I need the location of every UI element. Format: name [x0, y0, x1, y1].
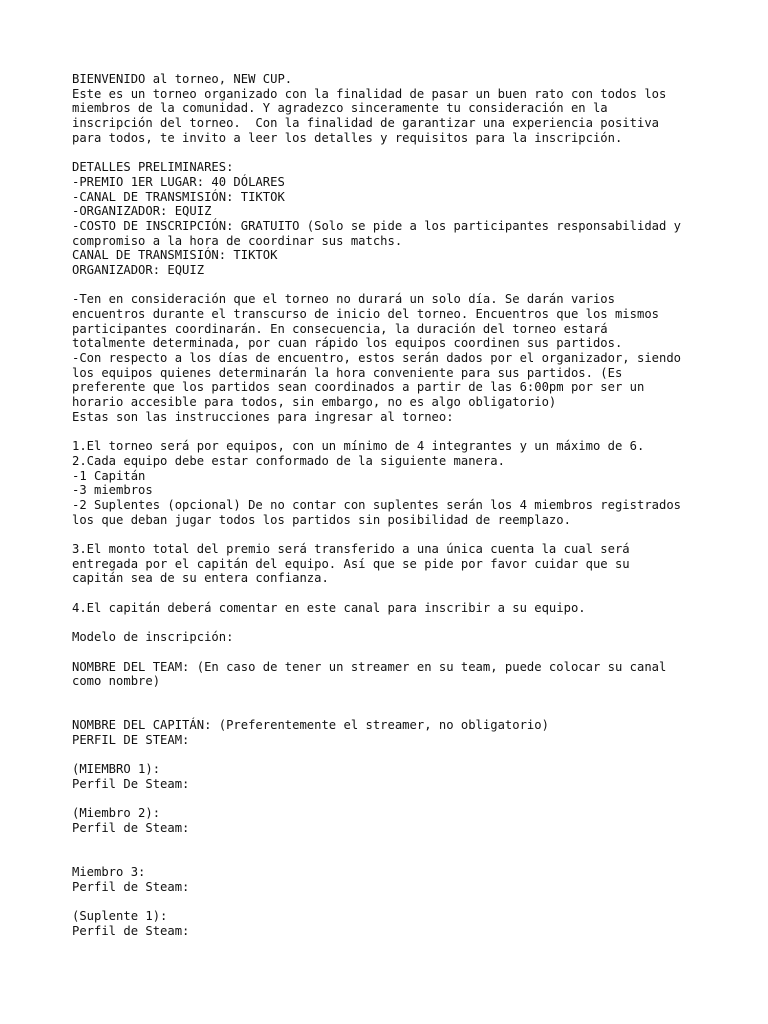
consideration-line: totalmente determinada, por cuan rápido los equipos coordinen sus partidos. [72, 336, 623, 351]
detail-organizer-repeat: ORGANIZADOR: EQUIZ [72, 262, 205, 277]
member-steam-label: Perfil de Steam: [72, 821, 190, 836]
rule-line: -2 Suplentes (opcional) De no contar con suplentes serán los 4 miembros registrados [72, 497, 682, 512]
member-label: (MIEMBRO 1): [72, 762, 161, 777]
substitute-steam-label: Perfil de Steam: [72, 923, 190, 938]
spacer [72, 615, 762, 630]
consideration-line: -Con respecto a los días de encuentro, estos serán dados por el organizador, siendo [72, 351, 682, 366]
captain-steam-label: PERFIL DE STEAM: [72, 732, 190, 747]
rule-line: 3.El monto total del premio será transferido a una única cuenta la cual será [72, 542, 630, 556]
rules-section [72, 439, 762, 527]
spacer [72, 425, 762, 440]
detail-cost-continued: compromiso a la hora de coordinar sus matchs. [72, 233, 403, 248]
member-steam-label: Perfil De Steam: [72, 777, 190, 791]
consideration-line: los equipos quienes determinarán la hora conveniente para sus partidos. (Es [72, 365, 623, 380]
spacer [72, 836, 762, 851]
rule-line: entregada por el capitán del equipo. Así que se pide por favor cuidar que su [72, 556, 630, 571]
welcome-heading: BIENVENIDO al torneo, NEW CUP. [72, 72, 293, 86]
member-1-field [72, 762, 762, 791]
team-name-label: NOMBRE DEL TEAM: (En caso de tener un streamer en su team, puede colocar su canal [72, 659, 667, 674]
spacer [72, 527, 762, 542]
team-name-label-continued: como nombre) [72, 674, 161, 689]
member-label: (Miembro 2): [72, 806, 161, 821]
spacer [72, 895, 762, 910]
intro-line: miembros de la comunidad. Y agradezco sinceramente tu consideración en la [72, 101, 608, 116]
intro-line: para todos, te invito a leer los detalles y requisitos para la inscripción. [72, 130, 623, 145]
member-label: Miembro 3: [72, 865, 146, 880]
spacer [72, 704, 762, 719]
spacer [72, 145, 762, 160]
prize-rule-section [72, 542, 762, 586]
member-2-field [72, 806, 762, 835]
rule-line: los que deban jugar todos los partidos sin posibilidad de reemplazo. [72, 512, 571, 527]
team-name-field [72, 660, 762, 689]
consideration-line: encuentros durante el transcurso de inicio del torneo. Encuentros que los mismos [72, 307, 659, 321]
spacer [72, 586, 762, 601]
consideration-line: horario accesible para todos, sin embargo, no es algo obligatorio) [72, 395, 557, 410]
detail-organizer: -ORGANIZADOR: EQUIZ [72, 204, 212, 219]
document-page [72, 72, 762, 939]
rule-line: -1 Capitán [72, 468, 146, 483]
detail-cost: -COSTO DE INSCRIPCIÓN: GRATUITO (Solo se pide a los participantes responsabilidad y [72, 218, 682, 233]
intro-line: Este es un torneo organizado con la finalidad de pasar un buen rato con todos los [72, 86, 667, 101]
captain-field [72, 718, 762, 747]
substitute-1-field [72, 909, 762, 938]
detail-prize: -PREMIO 1ER LUGAR: 40 DÓLARES [72, 174, 285, 189]
spacer [72, 748, 762, 763]
intro-section [72, 72, 762, 145]
spacer [72, 278, 762, 293]
rule-line: 1.El torneo será por equipos, con un mínimo de 4 integrantes y un máximo de 6. [72, 439, 645, 454]
model-title: Modelo de inscripción: [72, 630, 234, 645]
spacer [72, 689, 762, 704]
details-section [72, 160, 762, 278]
rule-line: capitán sea de su entera confianza. [72, 571, 329, 586]
intro-line: inscripción del torneo. Con la finalidad de garantizar una experiencia positiva [72, 116, 659, 131]
detail-channel: -CANAL DE TRANSMISIÓN: TIKTOK [72, 189, 285, 204]
rule-captain-comment: 4.El capitán deberá comentar en este canal para inscribir a su equipo. [72, 600, 586, 615]
detail-channel-repeat: CANAL DE TRANSMISIÓN: TIKTOK [72, 248, 278, 263]
spacer [72, 792, 762, 807]
instructions-intro: Estas son las instrucciones para ingresar al torneo: [72, 409, 454, 424]
consideration-line: participantes coordinarán. En consecuencia, la duración del torneo estará [72, 321, 608, 336]
member-steam-label: Perfil de Steam: [72, 879, 190, 894]
spacer [72, 645, 762, 660]
spacer [72, 850, 762, 865]
rule-line: 2.Cada equipo debe estar conformado de la siguiente manera. [72, 453, 505, 468]
considerations-section [72, 292, 762, 424]
member-3-field [72, 865, 762, 894]
captain-name-label: NOMBRE DEL CAPITÁN: (Preferentemente el streamer, no obligatorio) [72, 718, 549, 733]
consideration-line: preferente que los partidos sean coordinados a partir de las 6:00pm por ser un [72, 380, 645, 395]
consideration-line: -Ten en consideración que el torneo no durará un solo día. Se darán varios [72, 292, 615, 307]
details-heading: DETALLES PRELIMINARES: [72, 160, 234, 175]
rule-line: -3 miembros [72, 483, 153, 498]
substitute-label: (Suplente 1): [72, 909, 168, 924]
